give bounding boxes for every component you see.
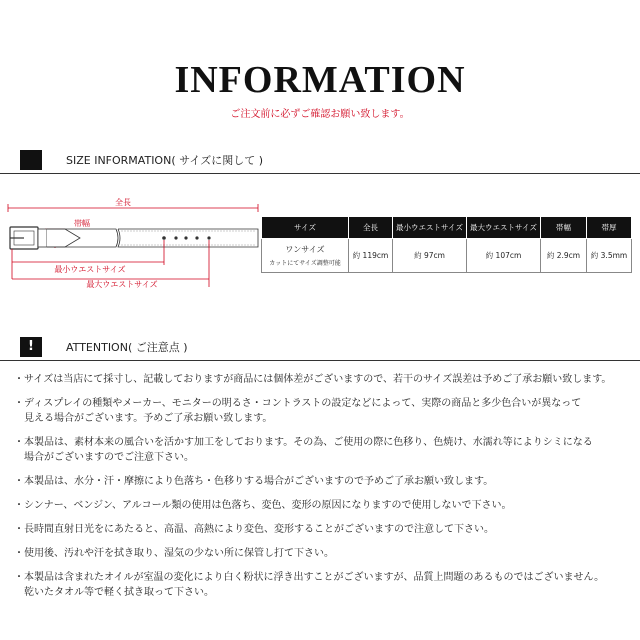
note-item: ・本製品は、素材本来の風合いを活かす加工をしております。その為、ご使用の際に色移り、色焼け、水濡れ等によりシミになる 場合がございますのでご注意下さい。 — [14, 437, 593, 463]
total-length-label: 全長 — [115, 198, 131, 207]
page-title: INFORMATION — [174, 59, 466, 101]
table-cell-size — [262, 239, 349, 273]
note-item: ・ディスプレイの種類やメーカー、モニターの明るさ・コントラストの設定などによって、実際の商品と多少色合いが異なって 見える場合がございます。予めご了承お願い致します。 — [14, 398, 582, 424]
table-header: サイズ — [262, 217, 349, 239]
table-cell-belt-thickness: 約 3.5mm — [587, 239, 632, 273]
size-section-header — [20, 150, 263, 170]
page-subtitle: ご注文前に必ずご確認お願い致します。 — [230, 109, 410, 120]
table-header: 帯幅 — [541, 217, 587, 239]
note-item: ・使用後、汚れや汗を拭き取り、湿気の少ない所に保管し打て下さい。 — [14, 548, 334, 559]
belt-width-label: 帯幅 — [74, 219, 90, 228]
table-cell-total-length: 約 119cm — [349, 239, 393, 273]
attention-section-header — [20, 337, 188, 357]
total-length-marker — [8, 197, 258, 212]
belt-diagram — [0, 195, 270, 295]
note-item: ・シンナー、ベンジン、アルコール類の使用は色落ち、変色、変形の原因になりますので使用しないで下さい。 — [14, 500, 512, 511]
section-divider — [0, 173, 640, 174]
table-cell-max-waist: 約 107cm — [467, 239, 541, 273]
table-cell-belt-width: 約 2.9cm — [541, 239, 587, 273]
note-item: ・本製品は含まれたオイルが室温の変化により白く粉状に浮き出すことがございますが、品質上問題のあるものではございません。 乾いたタオル等で軽く拭き取って下さい。 — [14, 572, 605, 598]
note-item: ・サイズは当店にて採寸し、記載しておりますが商品には個体差がございますので、若干のサイズ誤差は予めご了承お願い致します。 — [14, 374, 612, 385]
attention-section-label: ATTENTION( ご注意点 ) — [66, 341, 188, 354]
note-item: ・本製品は、水分・汗・摩擦により色落ち・色移りする場合がございますので予めご了承お願い致します。 — [14, 476, 494, 487]
size-table-header-row — [262, 217, 632, 239]
attention-notes — [14, 372, 624, 609]
size-table — [261, 216, 632, 273]
size-note: カットにてサイズ調整可能 — [269, 260, 341, 267]
table-header: 最小ウエストサイズ — [393, 217, 467, 239]
table-cell-min-waist: 約 97cm — [393, 239, 467, 273]
note-item: ・長時間直射日光をにあたると、高温、高熱により変色、変形することがございますので注意して下さい。 — [14, 524, 494, 535]
size-section-label: SIZE INFORMATION( サイズに関して ) — [66, 154, 264, 167]
belt-illustration — [10, 227, 258, 249]
min-waist-label: 最小ウエストサイズ — [54, 265, 126, 274]
section-square-icon — [20, 150, 42, 170]
table-header: 帯厚 — [587, 217, 632, 239]
size-name: ワンサイズ — [285, 245, 325, 254]
exclamation-icon: ! — [20, 337, 42, 357]
table-header: 最大ウエストサイズ — [467, 217, 541, 239]
table-header: 全長 — [349, 217, 393, 239]
max-waist-label: 最大ウエストサイズ — [86, 280, 158, 289]
table-row — [262, 239, 632, 273]
section-divider — [0, 360, 640, 361]
